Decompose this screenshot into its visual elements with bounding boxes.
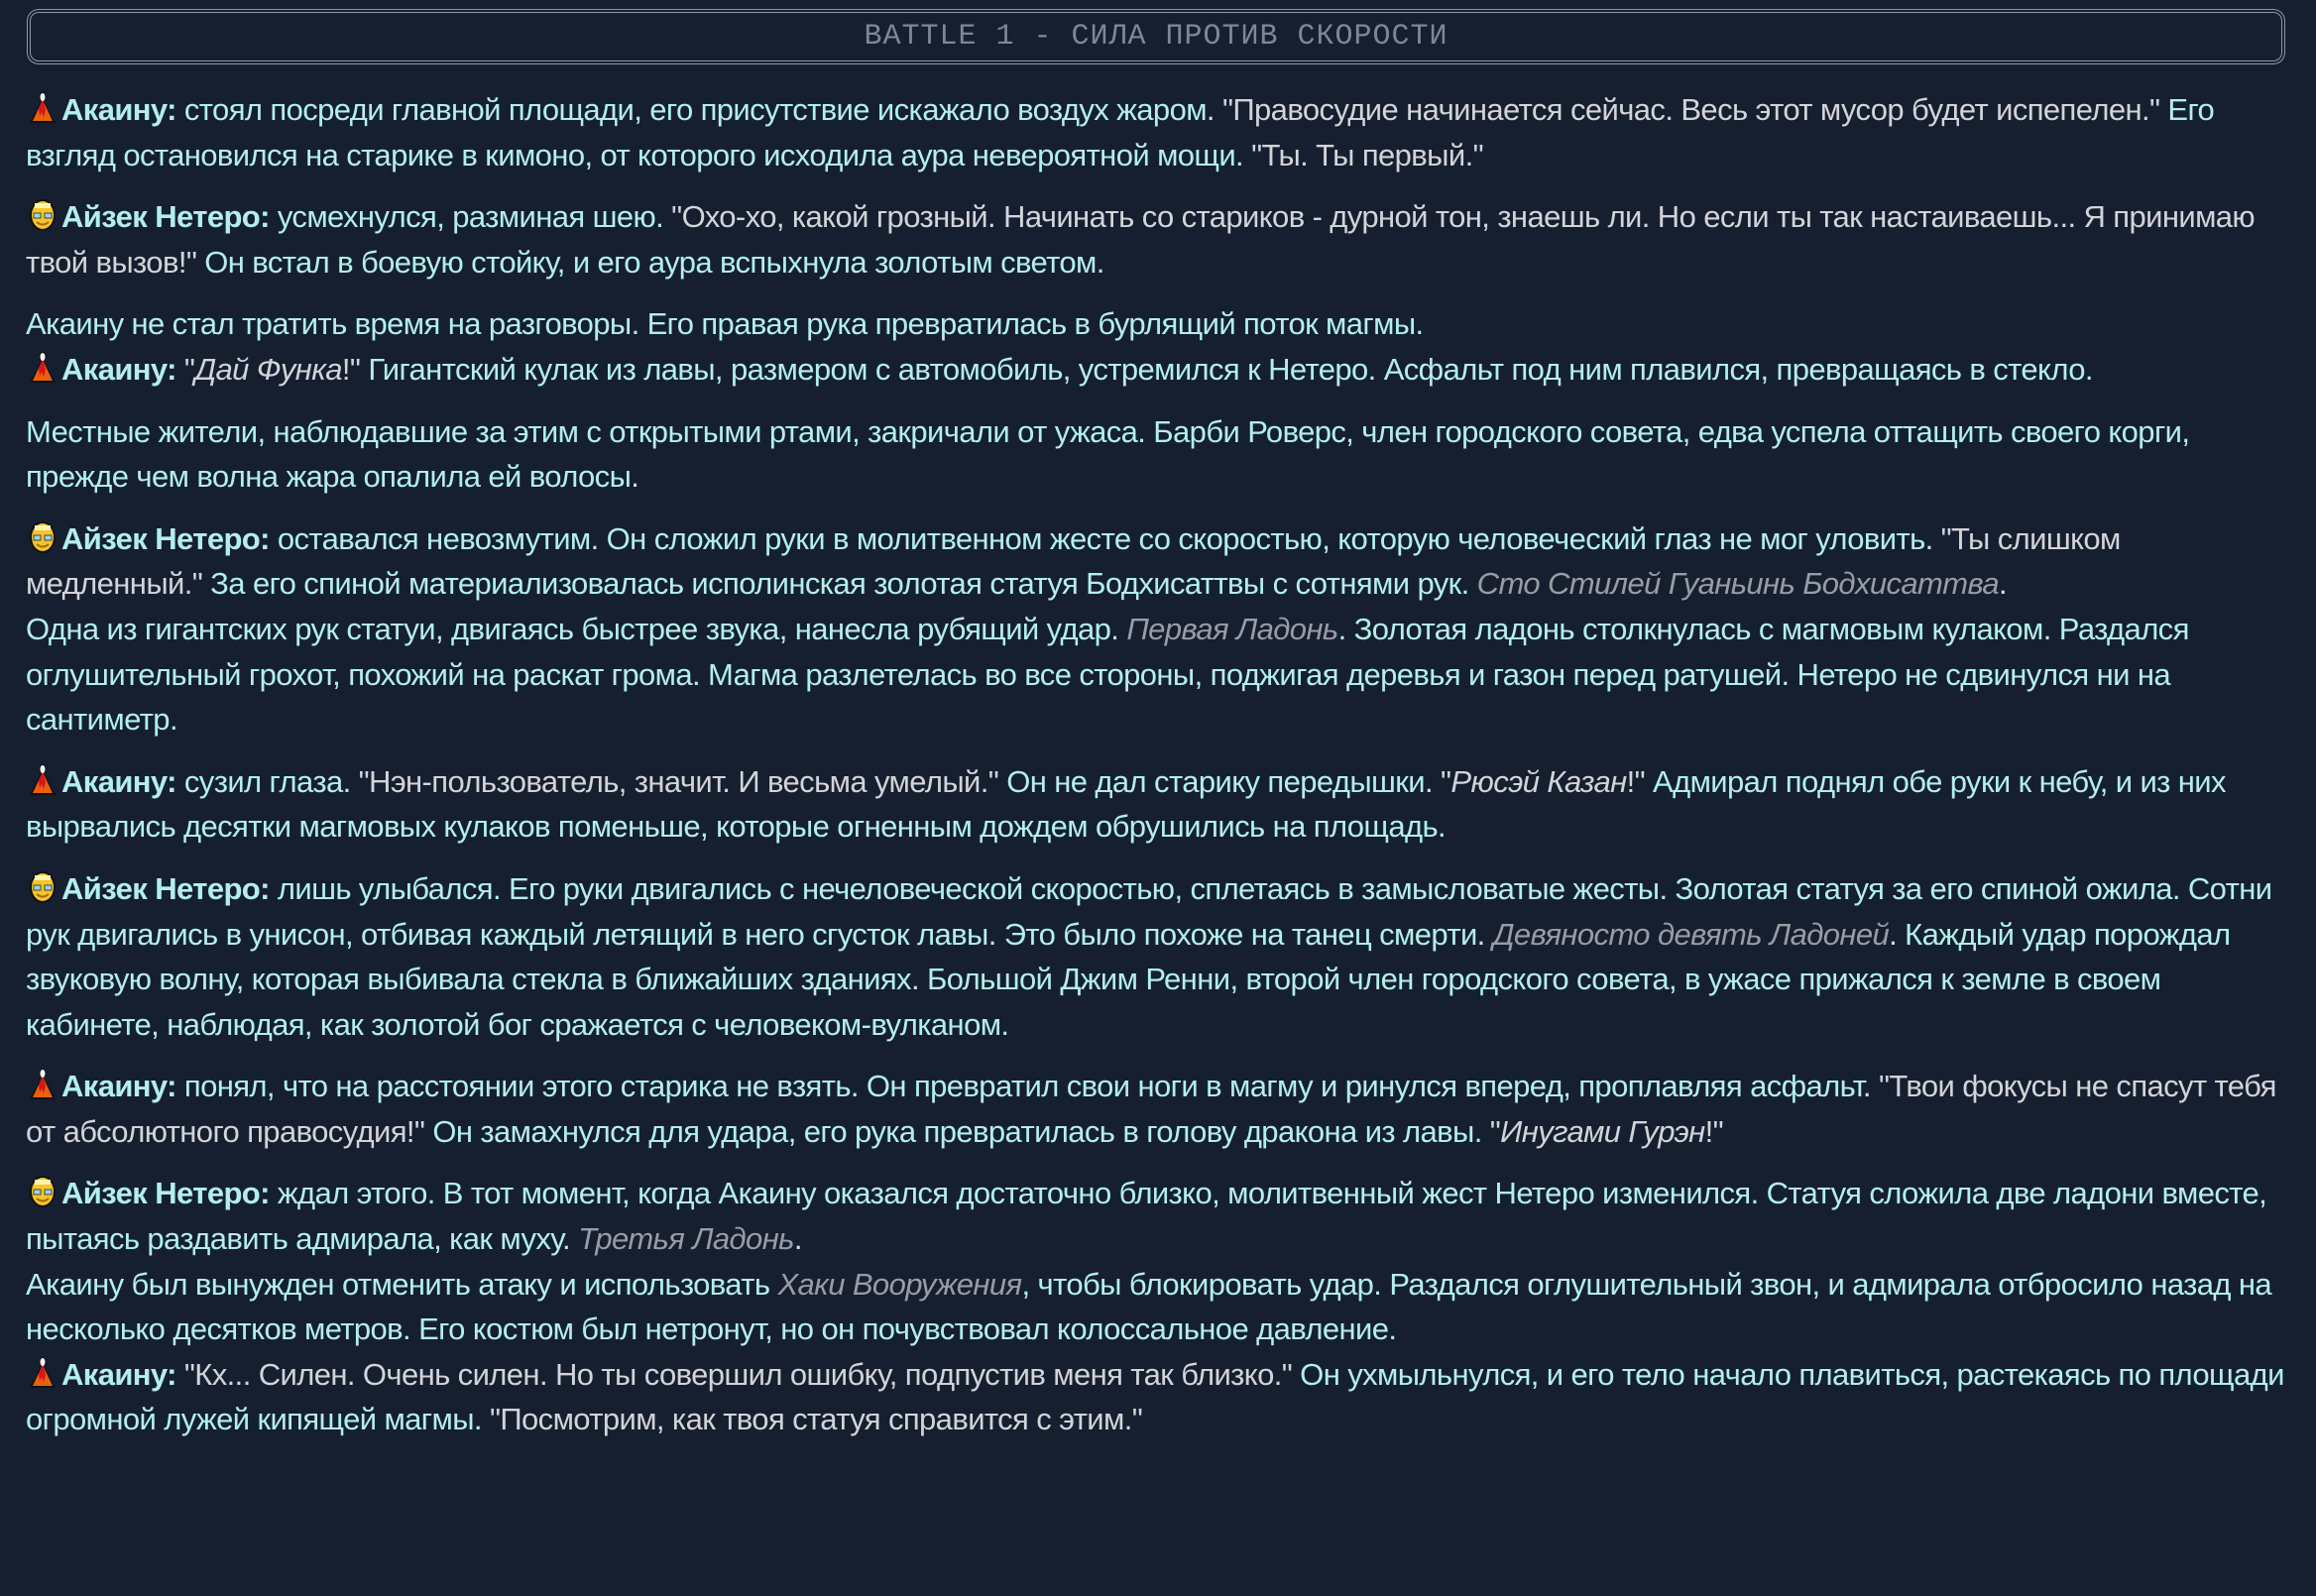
technique-name-quoted: Дай Функа [194, 351, 342, 387]
narration-text: оставался невозмутим. Он сложил руки в молитвенном жесте со скоростью, которую человеческий глаз не мог уловить. [269, 520, 1941, 556]
battle-title-banner [27, 9, 2285, 64]
narration-text: . [793, 1221, 802, 1257]
dialogue-quote: "Правосудие начинается сейчас. Весь этот мусор будет испепелен." [1221, 92, 2160, 127]
volcano-icon [26, 1067, 59, 1102]
old-man-icon [26, 197, 59, 233]
story-line [26, 1171, 2296, 1261]
narration-text: Акаину не стал тратить время на разговоры. Его правая рука превратилась в бурлящий поток магмы. [26, 306, 1424, 342]
story-line [26, 607, 2296, 742]
story-paragraph [26, 1064, 2296, 1154]
dialogue-quote: "Посмотрим, как твоя статуя справится с этим." [489, 1402, 1143, 1437]
speaker-name: Акаину: [61, 1069, 176, 1104]
narration-text: Он не дал старику передышки. [998, 763, 1441, 799]
narration-text: понял, что на расстоянии этого старика не взять. Он превратил свои ноги в магму и ринулся вперед, проплавляя асфальт. [175, 1069, 1879, 1104]
narration-text: сузил глаза. [175, 763, 359, 799]
narration-text: . Каждый удар порождал звуковую волну, которая выбивала стекла в ближайших зданиях. Большой Джим Ренни, второй член городского совета, в ужасе прижался к земле в своем кабинете, наблюдая, как золотой бог сражается с человеком-вулканом. [26, 916, 2231, 1042]
narration-text: Местные жители, наблюдавшие за этим с открытыми ртами, закричали от ужаса. Барби Роверс, член городского совета, едва успела оттащить своего корги, прежде чем волна жара опалила ей волосы. [26, 413, 2190, 495]
story-line [26, 866, 2296, 1047]
story-line [26, 759, 2296, 850]
dialogue-quote: " [1441, 763, 1451, 799]
narration-text: лишь улыбался. Его руки двигались с нечеловеческой скоростью, сплетаясь в замысловатые жесты. Золотая статуя за его спиной ожила. Сотни рук двигались в унисон, отбивая каждый летящий в него сгусток лавы. Это было похоже на танец смерти. [26, 870, 2272, 952]
volcano-icon [26, 1355, 59, 1391]
dialogue-quote: "Кх... Силен. Очень силен. Но ты совершил ошибку, подпустив меня так близко." [183, 1356, 1293, 1392]
story-paragraph [26, 516, 2296, 742]
narration-text: , чтобы блокировать удар. Раздался оглушительный звон, и адмирала отбросило назад на несколько десятков метров. Его костюм был нетронут, но он почувствовал колоссальное давление. [26, 1266, 2272, 1347]
narration-text [176, 352, 184, 387]
narration-text: Адмирал поднял обе руки к небу, и из них вырвались десятки магмовых кулаков поменьше, которые огненным дождем обрушились на площадь. [26, 763, 2226, 845]
story-paragraph [26, 87, 2296, 177]
story-line [26, 194, 2296, 285]
speaker-name: Акаину: [61, 763, 176, 799]
story-paragraph [26, 1171, 2296, 1442]
technique-name: Девяносто девять Ладоней [1492, 916, 1890, 952]
story-paragraph [26, 301, 2296, 392]
story-line [26, 347, 2296, 393]
story-line [26, 1064, 2296, 1154]
speaker-name: Айзек Нетеро: [61, 520, 270, 556]
narration-text: . [1999, 566, 2008, 602]
story-line [26, 301, 2296, 347]
speaker-name: Акаину: [61, 1356, 176, 1392]
dialogue-quote: " [1489, 1113, 1501, 1149]
story-line [26, 516, 2296, 607]
dialogue-quote: "Ты. Ты первый." [1251, 137, 1483, 172]
narration-text: стоял посреди главной площади, его присутствие искажало воздух жаром. [175, 92, 1222, 127]
technique-name: Третья Ладонь [578, 1221, 794, 1257]
technique-name: Хаки Вооружения [777, 1266, 1022, 1302]
story-line [26, 1262, 2296, 1352]
narration-text: Одна из гигантских рук статуи, двигаясь быстрее звука, нанесла рубящий удар. [26, 611, 1127, 646]
story-paragraph [26, 409, 2296, 500]
narration-text: ждал этого. В тот момент, когда Акаину оказался достаточно близко, молитвенный жест Нетеро изменился. Статуя сложила две ладони вместе, пытаясь раздавить адмирала, как муху. [26, 1176, 2267, 1257]
old-man-icon [26, 519, 59, 555]
technique-name: Первая Ладонь [1126, 611, 1338, 646]
narration-text: усмехнулся, разминая шею. [269, 199, 672, 235]
technique-name: Сто Стилей Гуаньинь Бодхисаттва [1476, 566, 2000, 602]
dialogue-quote: "Ты слишком медленный." [26, 520, 2121, 602]
technique-name-quoted: Рюсэй Казан [1450, 763, 1627, 799]
story-line [26, 409, 2296, 500]
volcano-icon [26, 350, 59, 386]
story-line [26, 1352, 2296, 1442]
narration-text: Его взгляд остановился на старике в кимоно, от которого исходила аура невероятной мощи. [26, 92, 2215, 172]
speaker-name: Акаину: [61, 92, 176, 127]
dialogue-quote: !" [341, 351, 361, 387]
dialogue-quote: !" [1626, 763, 1646, 799]
speaker-name: Айзек Нетеро: [61, 1176, 270, 1211]
narration-text: Акаину был вынужден отменить атаку и использовать [26, 1266, 778, 1302]
narration-text: Он встал в боевую стойку, и его аура вспыхнула золотым светом. [196, 244, 1104, 280]
technique-name-quoted: Инугами Гурэн [1500, 1113, 1705, 1149]
dialogue-quote: "Нэн-пользователь, значит. И весьма умелый." [358, 763, 999, 799]
speaker-name: Акаину: [61, 351, 176, 387]
volcano-icon [26, 90, 59, 126]
narration-text [176, 1357, 184, 1392]
story-paragraph [26, 759, 2296, 850]
speaker-name: Айзек Нетеро: [61, 870, 270, 906]
battle-story-log [26, 87, 2296, 1459]
dialogue-quote: "Твои фокусы не спасут тебя от абсолютного правосудия!" [26, 1069, 2276, 1149]
speaker-name: Айзек Нетеро: [61, 199, 270, 235]
dialogue-quote: "Охо-хо, какой грозный. Начинать со стариков - дурной тон, знаешь ли. Но если ты так настаиваешь... Я принимаю твой вызов!" [26, 199, 2256, 280]
dialogue-quote: !" [1704, 1113, 1724, 1149]
story-line [26, 87, 2296, 177]
narration-text: . Золотая ладонь столкнулась с магмовым кулаком. Раздался оглушительный грохот, похожий на раскат грома. Магма разлетелась во все стороны, поджигая деревья и газон перед ратушей. Нетеро не сдвинулся ни на сантиметр. [26, 611, 2189, 738]
story-paragraph [26, 866, 2296, 1047]
old-man-icon [26, 1174, 59, 1209]
battle-title: BATTLE 1 - СИЛА ПРОТИВ СКОРОСТИ [864, 20, 1448, 54]
story-paragraph [26, 194, 2296, 285]
narration-text: За его спиной материализовалась исполинская золотая статуя Бодхисаттвы с сотнями рук. [202, 566, 1477, 602]
narration-text: Он замахнулся для удара, его рука превратилась в голову дракона из лавы. [424, 1113, 1490, 1149]
dialogue-quote: " [183, 351, 195, 387]
narration-text: Он ухмыльнулся, и его тело начало плавиться, растекаясь по площади огромной лужей кипящей магмы. [26, 1356, 2284, 1437]
volcano-icon [26, 762, 59, 798]
narration-text: Гигантский кулак из лавы, размером с автомобиль, устремился к Нетеро. Асфальт под ним плавился, превращаясь в стекло. [360, 351, 2093, 387]
old-man-icon [26, 869, 59, 905]
